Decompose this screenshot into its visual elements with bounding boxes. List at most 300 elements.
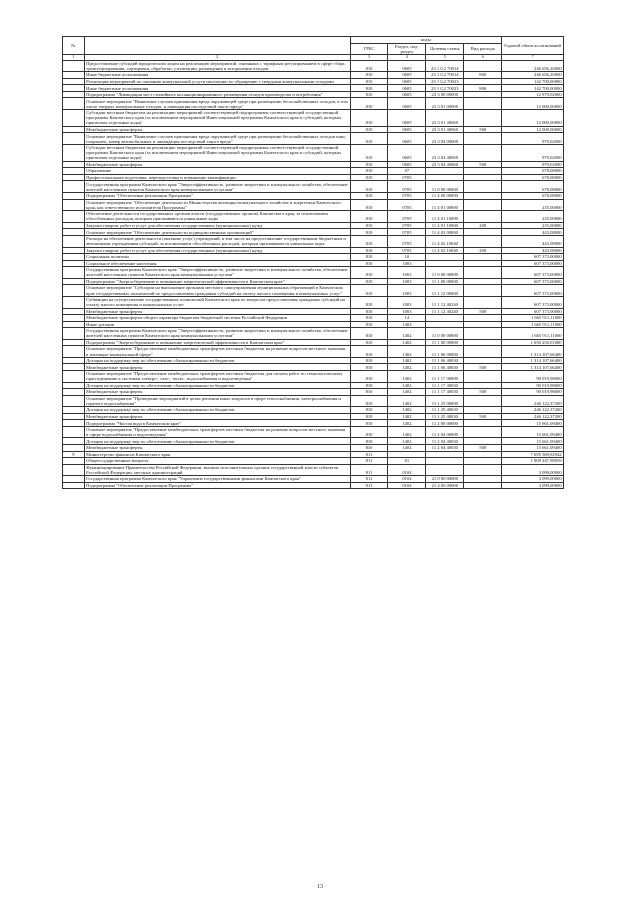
row-section: 0605 (388, 98, 426, 110)
row-number (63, 267, 85, 279)
row-amount: 12 000,00000 (502, 98, 564, 110)
row-amount: 246 656,20000 (502, 60, 564, 72)
header-number: № (63, 37, 85, 55)
row-section: 1003 (388, 267, 426, 279)
row-section: 0605 (388, 161, 426, 168)
row-section: 0705 (388, 229, 426, 236)
row-name: Подпрограмма "Энергосбережение и повышение энергетической эффективности в Камчатском крае" (84, 278, 350, 285)
row-grbs: 810 (350, 389, 388, 396)
row-target: 11 1 12 40240 (426, 296, 464, 308)
row-amount: 979,02000 (502, 133, 564, 145)
row-name: Государственная программа Камчатского края "Управление государственными финансами Камчатского края" (84, 476, 350, 483)
table-row (63, 199, 564, 211)
row-target: 11 1 06 40030 (426, 364, 464, 371)
row-section: 0605 (388, 110, 426, 127)
row-grbs: 810 (350, 211, 388, 223)
header-section: Раздел, под- раздел (388, 43, 426, 55)
row-target: 21 0 00 00000 (426, 476, 464, 483)
row-grbs: 810 (350, 315, 388, 322)
row-grbs: 810 (350, 192, 388, 199)
row-section: 1402 (388, 321, 426, 328)
table-row (63, 133, 564, 145)
row-name: Субсидии местным бюджетам на реализацию мероприятий соответствующей подпрограммы соответствующей государственной программы Камчатского края (за исключением мероприятий Инвестиционной программы Камчатского края и субсидий, которым присвоены отдельные коды) (84, 144, 350, 161)
row-expense-type (464, 482, 502, 489)
row-grbs: 810 (350, 91, 388, 98)
row-grbs: 810 (350, 370, 388, 382)
row-name: Иные дотации (84, 321, 350, 328)
row-number (63, 133, 85, 145)
row-expense-type (464, 395, 502, 407)
row-name: Подпрограмма "Энергосбережение и повышение энергетической эффективности в Камчатском крае" (84, 339, 350, 346)
table-row (63, 235, 564, 247)
row-grbs: 810 (350, 72, 388, 79)
row-name: Подпрограмма "Чистая вода в Камчатском крае" (84, 420, 350, 427)
row-grbs: 810 (350, 438, 388, 445)
row-grbs: 810 (350, 445, 388, 452)
row-name: Общегосударственные вопросы (84, 458, 350, 465)
column-number: 2 (84, 55, 350, 60)
row-grbs: 810 (350, 364, 388, 371)
row-amount: 12 000,00000 (502, 126, 564, 133)
budget-table (62, 36, 564, 489)
table-row (63, 426, 564, 438)
row-target: 11 1 17 40030 (426, 389, 464, 396)
row-amount: 607 373,00000 (502, 267, 564, 279)
row-target (426, 464, 464, 476)
row-name: Иные бюджетные ассигнования (84, 72, 350, 79)
row-grbs: 810 (350, 260, 388, 267)
row-number (63, 395, 85, 407)
row-number (63, 110, 85, 127)
row-section: 1402 (388, 389, 426, 396)
row-name: Межбюджетные трансферты (84, 413, 350, 420)
row-target: 11 1 17 40030 (426, 382, 464, 389)
row-target: 11 1 00 00000 (426, 339, 464, 346)
row-number (63, 144, 85, 161)
row-target: 11 4 00 00000 (426, 192, 464, 199)
row-amount: 246 656,20000 (502, 72, 564, 79)
row-name: Межбюджетные трансферты (84, 126, 350, 133)
row-name: Основное мероприятие "Выявление случаев причинения вреда окружающей среде при размещении бесхозяйственных отходов, в том числе твердых коммунальных отходов, и ликвидация последствий такого вреда" (84, 98, 350, 110)
row-amount: 607 373,00000 (502, 285, 564, 297)
table-row (63, 211, 564, 223)
row-section: 1402 (388, 357, 426, 364)
row-expense-type (464, 98, 502, 110)
row-target: 11 2 04 40030 (426, 438, 464, 445)
row-amount: 246 122,37200 (502, 395, 564, 407)
table-row (63, 267, 564, 279)
row-section: 0104 (388, 482, 426, 489)
row-section: 1402 (388, 364, 426, 371)
table-row (63, 181, 564, 193)
row-number (63, 464, 85, 476)
row-name: Реализация мероприятий по оказанию коммунальной услуги населению по обращению с твердыми коммунальными отходами (84, 78, 350, 85)
row-grbs: 811 (350, 464, 388, 476)
row-section: 1402 (388, 413, 426, 420)
header-target: Целевая статья (426, 43, 464, 55)
row-grbs: 810 (350, 126, 388, 133)
row-amount: 12 979,02000 (502, 91, 564, 98)
row-name: Министерство финансов Камчатского края (84, 451, 350, 458)
row-target: 11 4 01 10000 (426, 211, 464, 223)
table-row (63, 346, 564, 358)
row-amount: 1 314 107,66400 (502, 364, 564, 371)
row-number (63, 235, 85, 247)
row-number (63, 296, 85, 308)
header-grbs: ГРБС (350, 43, 388, 55)
row-name: Подпрограмма "Обеспечение реализации Программы" (84, 192, 350, 199)
row-target: 11 4 02 10040 (426, 247, 464, 254)
table-row (63, 98, 564, 110)
row-name: Межбюджетные трансферты (84, 445, 350, 452)
row-amount: 607 373,00000 (502, 254, 564, 261)
row-section: 0705 (388, 211, 426, 223)
row-expense-type (464, 110, 502, 127)
row-target: 23 3 04 40060 (426, 144, 464, 161)
row-expense-type: 800 (464, 85, 502, 92)
row-expense-type (464, 346, 502, 358)
row-grbs: 810 (350, 98, 388, 110)
row-name: Предоставление субсидий юридическим лицам на реализацию мероприятий, связанных с тарифным регулированием в сфере сбора, транспортирования, сортировки, обработки, утилизации, размещения и захоронения отходов (84, 60, 350, 72)
page-number: 13 (317, 884, 323, 890)
row-number (63, 211, 85, 223)
row-expense-type (464, 267, 502, 279)
row-section: 1003 (388, 285, 426, 297)
row-name: Государственная программа Камчатского края "Энергоэффективность, развитие энергетики и коммунального хозяйства, обеспечение жителей населенных пунктов Камчатского края коммунальными услугами" (84, 181, 350, 193)
row-number (63, 346, 85, 358)
row-amount: 678,08000 (502, 168, 564, 175)
row-number (63, 98, 85, 110)
row-amount: 1 665 911,11000 (502, 321, 564, 328)
column-number: 5 (426, 55, 464, 60)
row-grbs: 810 (350, 78, 388, 85)
row-grbs: 810 (350, 222, 388, 229)
row-amount: 7 695 569,92942 (502, 451, 564, 458)
row-target: 23 3 04 00000 (426, 133, 464, 145)
row-target: 11 1 17 00000 (426, 370, 464, 382)
row-expense-type (464, 199, 502, 211)
row-amount: 15 661,09400 (502, 445, 564, 452)
row-name: Государственная программа Камчатского края "Энергоэффективность, развитие энергетики и коммунального хозяйства, обеспечение жителей населенных пунктов Камчатского края коммунальными услугами" (84, 328, 350, 340)
row-target: 23 3 01 40060 (426, 110, 464, 127)
table-row (63, 144, 564, 161)
document-page (62, 36, 564, 489)
row-grbs: 810 (350, 395, 388, 407)
row-target: 11 1 00 00000 (426, 278, 464, 285)
row-name: Основное мероприятие "Выявление случаев причинения вреда окружающей среде при размещении бесхозяйственных отходов шин, покрышек, камер автомобильных и ликвидация последствий такого вреда" (84, 133, 350, 145)
row-name: Основное мероприятие "Субсидии на выполнение органами местного самоуправления муниципальных образований в Камчатском крае государственных полномочий по предоставлению гражданам субсидий на оплату жилого помещения и коммунальных услуг" (84, 285, 350, 297)
row-amount: 1 314 107,66400 (502, 346, 564, 358)
row-expense-type (464, 296, 502, 308)
row-target: 11 0 00 00000 (426, 328, 464, 340)
row-section: 1402 (388, 420, 426, 427)
row-amount: 12 000,00000 (502, 110, 564, 127)
row-section: 0705 (388, 235, 426, 247)
row-amount: 1 314 107,66400 (502, 357, 564, 364)
row-expense-type (464, 144, 502, 161)
row-amount: 15 661,09400 (502, 438, 564, 445)
row-amount: 15 661,09400 (502, 420, 564, 427)
row-target: 21 4 00 00000 (426, 482, 464, 489)
row-target: 11 1 06 40030 (426, 357, 464, 364)
row-target: 11 2 04 40030 (426, 445, 464, 452)
row-target: 11 4 01 10000 (426, 222, 464, 229)
row-amount: 678,08000 (502, 181, 564, 193)
row-name: Дотации на поддержку мер по обеспечению сбалансированности бюджетов (84, 407, 350, 414)
row-section: 1402 (388, 395, 426, 407)
row-number: 9 (63, 451, 85, 458)
row-section: 0605 (388, 144, 426, 161)
row-name: Иные бюджетные ассигнования (84, 85, 350, 92)
row-section: 0605 (388, 72, 426, 79)
row-expense-type (464, 328, 502, 340)
row-name: Основное мероприятие "Предоставление межбюджетных трансфертов местным бюджетам на решение вопросов местного значения в сфере водоснабжения и водоотведения" (84, 426, 350, 438)
row-name: Социальная политика (84, 254, 350, 261)
row-name: Межбюджетные трансферты (84, 161, 350, 168)
row-section: 0705 (388, 174, 426, 181)
row-section: 01 (388, 458, 426, 465)
row-target: 23 1 G2 70014 (426, 60, 464, 72)
row-section: 0605 (388, 60, 426, 72)
row-grbs: 810 (350, 247, 388, 254)
row-grbs: 810 (350, 144, 388, 161)
row-expense-type: 500 (464, 161, 502, 168)
row-target: 11 0 00 00000 (426, 181, 464, 193)
row-grbs: 810 (350, 278, 388, 285)
row-name: Субсидии местным бюджетам на реализацию мероприятий соответствующей подпрограммы соответствующей государственной программы Камчатского края (за исключением мероприятий Инвестиционной программы Камчатского края и субсидий, которым присвоены отдельные коды) (84, 110, 350, 127)
row-expense-type (464, 235, 502, 247)
table-row (63, 395, 564, 407)
row-grbs: 810 (350, 285, 388, 297)
row-section: 1402 (388, 382, 426, 389)
row-name: Образование (84, 168, 350, 175)
row-amount: 90 019,98000 (502, 389, 564, 396)
row-name: Расходы на обеспечение деятельности (оказание услуг) учреждений, в том числе на предоставление государственным бюджетным и автономным учреждениям субсидий, за исключением обособленных расходов, которым присваиваются уникальные коды (84, 235, 350, 247)
row-target: 23 3 01 00000 (426, 98, 464, 110)
row-amount: 1 909 247,98939 (502, 458, 564, 465)
row-amount: 1 650 250,01000 (502, 339, 564, 346)
row-name: Профессиональная подготовка, переподготовка и повышение квалификации (84, 174, 350, 181)
row-grbs: 811 (350, 458, 388, 465)
row-name: Закупка товаров, работ и услуг для обеспечения государственных (муниципальных) нужд (84, 247, 350, 254)
row-section: 1402 (388, 328, 426, 340)
row-amount: 678,08000 (502, 192, 564, 199)
table-row (63, 370, 564, 382)
row-grbs: 810 (350, 346, 388, 358)
row-target: 11 1 25 40030 (426, 413, 464, 420)
row-section: 1003 (388, 278, 426, 285)
row-section: 1402 (388, 339, 426, 346)
row-amount: 979,02000 (502, 144, 564, 161)
row-section: 1402 (388, 346, 426, 358)
row-target: 11 1 12 00000 (426, 285, 464, 297)
row-grbs: 810 (350, 382, 388, 389)
row-amount: 90 019,98000 (502, 382, 564, 389)
row-name: Основное мероприятие "Предоставление межбюджетных трансфертов местным бюджетам на решение вопросов местного значения в жилищно-коммунальной сфере" (84, 346, 350, 358)
row-target: 11 1 12 40240 (426, 308, 464, 315)
row-grbs: 810 (350, 254, 388, 261)
row-target: 11 4 02 00000 (426, 229, 464, 236)
row-section: 0605 (388, 91, 426, 98)
row-expense-type: 500 (464, 445, 502, 452)
row-grbs: 810 (350, 60, 388, 72)
table-row (63, 482, 564, 489)
row-grbs: 810 (350, 308, 388, 315)
row-target: 23 1 G2 70023 (426, 78, 464, 85)
row-expense-type: 800 (464, 72, 502, 79)
row-section: 1402 (388, 370, 426, 382)
row-name: Основное мероприятие "Обеспечение деятельности подведомственных организаций" (84, 229, 350, 236)
row-number (63, 60, 85, 72)
table-row (63, 60, 564, 72)
table-row (63, 110, 564, 127)
row-amount: 3 099,00000 (502, 464, 564, 476)
row-grbs: 810 (350, 161, 388, 168)
row-grbs: 810 (350, 229, 388, 236)
row-section: 0705 (388, 199, 426, 211)
row-number (63, 199, 85, 211)
row-amount: 246 122,37200 (502, 413, 564, 420)
row-section: 1003 (388, 296, 426, 308)
row-expense-type: 500 (464, 364, 502, 371)
row-section: 14 (388, 315, 426, 322)
column-number: 4 (388, 55, 426, 60)
row-name: Основное мероприятие "Предоставление межбюджетных трансфертов местным бюджетам для оплаты работ по технологическому присоединению к системам электро-, газо-, тепло-, водоснабжения и водоотведения" (84, 370, 350, 382)
row-expense-type: 200 (464, 247, 502, 254)
row-section: 07 (388, 168, 426, 175)
row-expense-type (464, 426, 502, 438)
row-grbs: 810 (350, 426, 388, 438)
row-expense-type (464, 211, 502, 223)
row-number (63, 328, 85, 340)
row-amount: 607 373,00000 (502, 278, 564, 285)
column-number: 7 (502, 55, 564, 60)
row-grbs: 810 (350, 407, 388, 414)
table-row (63, 328, 564, 340)
row-target: 11 1 25 40030 (426, 407, 464, 414)
row-name: Закупка товаров, работ и услуг для обеспечения государственных (муниципальных) нужд (84, 222, 350, 229)
row-expense-type (464, 60, 502, 72)
row-target: 23 3 00 00000 (426, 91, 464, 98)
row-target: 11 4 02 10040 (426, 235, 464, 247)
row-grbs: 810 (350, 420, 388, 427)
row-section: 1003 (388, 308, 426, 315)
row-name: Межбюджетные трансферты общего характера бюджетам бюджетной системы Российской Федерации (84, 315, 350, 322)
row-name: Подпрограмма "Обеспечение реализации Программы" (84, 482, 350, 489)
row-grbs: 810 (350, 328, 388, 340)
row-name: Дотации на поддержку мер по обеспечению сбалансированности бюджетов (84, 438, 350, 445)
row-amount: 90 019,98000 (502, 370, 564, 382)
row-amount: 142 700,00000 (502, 85, 564, 92)
row-grbs: 810 (350, 339, 388, 346)
row-grbs: 810 (350, 181, 388, 193)
row-section: 1402 (388, 438, 426, 445)
row-grbs: 811 (350, 451, 388, 458)
row-section: 1402 (388, 407, 426, 414)
row-amount: 15 661,09400 (502, 426, 564, 438)
table-body (63, 60, 564, 489)
row-amount: 1 665 911,11000 (502, 315, 564, 322)
row-name: Субвенции на осуществление государственных полномочий Камчатского края по вопросам предоставления гражданам субсидий на оплату жилого помещения и коммунальных услуг (84, 296, 350, 308)
row-amount: 678,08000 (502, 174, 564, 181)
row-grbs: 810 (350, 296, 388, 308)
row-section: 0605 (388, 85, 426, 92)
row-section: 0605 (388, 78, 426, 85)
row-grbs: 810 (350, 413, 388, 420)
row-section: 0605 (388, 133, 426, 145)
row-amount: 235,00000 (502, 199, 564, 211)
row-expense-type (464, 285, 502, 297)
row-name: Основное мероприятие "Обеспечение деятельности Министерства жилищно-коммунального хозяйства и энергетики Камчатского края, как ответственного исполнителя Программы" (84, 199, 350, 211)
row-number (63, 370, 85, 382)
row-grbs: 810 (350, 235, 388, 247)
row-grbs: 810 (350, 110, 388, 127)
row-section: 0104 (388, 476, 426, 483)
column-number: 3 (350, 55, 388, 60)
row-number (63, 426, 85, 438)
row-section: 0104 (388, 464, 426, 476)
row-target: 23 1 G2 70014 (426, 72, 464, 79)
column-number: 1 (63, 55, 85, 60)
column-number: 6 (464, 55, 502, 60)
row-target: 23 1 G2 70023 (426, 85, 464, 92)
row-expense-type: 500 (464, 413, 502, 420)
row-name: Межбюджетные трансферты (84, 364, 350, 371)
row-amount: 607 373,00000 (502, 308, 564, 315)
header-amount: Годовой объем ассигнований (502, 37, 564, 55)
header-expense-type: Вид расхода (464, 43, 502, 55)
row-expense-type (464, 181, 502, 193)
row-target: 11 0 00 00000 (426, 267, 464, 279)
row-amount: 1 665 911,11000 (502, 328, 564, 340)
row-amount: 607 373,00000 (502, 260, 564, 267)
row-grbs: 810 (350, 199, 388, 211)
row-section: 0705 (388, 247, 426, 254)
row-name: Дотации на поддержку мер по обеспечению сбалансированности бюджетов (84, 357, 350, 364)
row-name: Государственная программа Камчатского края "Энергоэффективность, развитие энергетики и коммунального хозяйства, обеспечение жителей населенных пунктов Камчатского края коммунальными услугами" (84, 267, 350, 279)
row-section: 0705 (388, 181, 426, 193)
row-section: 10 (388, 254, 426, 261)
row-expense-type: 500 (464, 389, 502, 396)
row-amount: 142 700,00000 (502, 78, 564, 85)
row-name: Межбюджетные трансферты (84, 308, 350, 315)
row-target: 11 4 01 00000 (426, 199, 464, 211)
row-grbs: 810 (350, 133, 388, 145)
row-amount: 607 373,00000 (502, 296, 564, 308)
row-target: 11 1 06 00000 (426, 346, 464, 358)
row-expense-type: 200 (464, 222, 502, 229)
row-target: 11 2 00 00000 (426, 420, 464, 427)
row-amount: 443,08000 (502, 247, 564, 254)
row-amount: 246 122,37200 (502, 407, 564, 414)
row-grbs: 810 (350, 267, 388, 279)
row-grbs: 810 (350, 174, 388, 181)
header-name (84, 37, 350, 55)
row-expense-type (464, 464, 502, 476)
row-expense-type: 500 (464, 126, 502, 133)
row-section: 1003 (388, 260, 426, 267)
row-section: 0605 (388, 126, 426, 133)
row-name: Дотации на поддержку мер по обеспечению сбалансированности бюджетов (84, 382, 350, 389)
row-section: 1402 (388, 426, 426, 438)
row-target: 23 3 04 40060 (426, 161, 464, 168)
row-name: Межбюджетные трансферты (84, 389, 350, 396)
row-grbs: 810 (350, 357, 388, 364)
table-row (63, 285, 564, 297)
row-name: Функционирование Правительства Российской Федерации, высших исполнительных органов государственной власти субъектов Российской Федерации, местных администраций (84, 464, 350, 476)
row-expense-type: 500 (464, 308, 502, 315)
row-amount: 443,08000 (502, 235, 564, 247)
